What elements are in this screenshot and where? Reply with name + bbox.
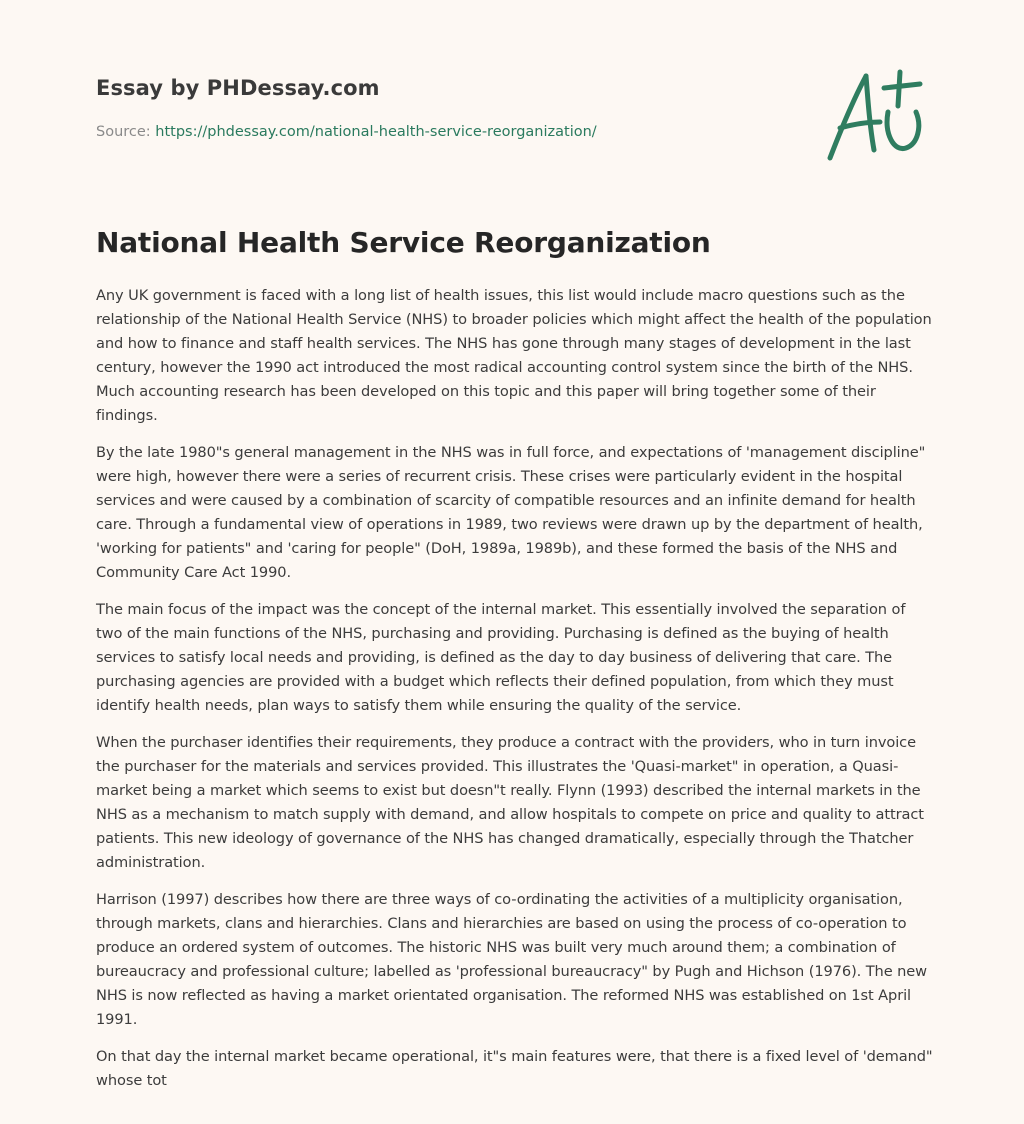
paragraph: When the purchaser identifies their requirements, they produce a contract with the providers, who in turn invoice the purchaser for the materials and services provided. This illustrates the 'Quasi-market" in operation, a Quasi-market being a market which seems to exist but doesn"t really. Flynn (1993) described the internal markets in the NHS as a mechanism to match supply with demand, and allow hospitals to compete on price and quality to attract patients. This new ideology of governance of the NHS has changed dramatically, especially through the Thatcher administration. — [96, 734, 924, 871]
paragraph: On that day the internal market became operational, it"s main features were, that there is a fixed level of 'demand" whose tot — [96, 1048, 933, 1089]
a-plus-logo-icon — [818, 62, 930, 166]
paragraph: Any UK government is faced with a long list of health issues, this list would include macro questions such as the relationship of the National Health Service (NHS) to broader policies which might affect the health of the population and how to finance and staff health services. The NHS has gone through many stages of development in the last century, however the 1990 act introduced the most radical accounting control system since the birth of the NHS. Much accounting research has been developed on this topic and this paper will bring together some of their findings. — [96, 287, 932, 424]
paragraph: The main focus of the impact was the concept of the internal market. This essentially involved the separation of two of the main functions of the NHS, purchasing and providing. Purchasing is defined as the buying of health services to satisfy local needs and providing, is defined as the day to day business of delivering that care. The purchasing agencies are provided with a budget which reflects their defined population, from which they must identify health needs, plan ways to satisfy them while ensuring the quality of the service. — [96, 601, 906, 714]
site-brand: Essay by PHDessay.com — [96, 76, 380, 100]
paragraph: Harrison (1997) describes how there are three ways of co-ordinating the activities of a multiplicity organisation, through markets, clans and hierarchies. Clans and hierarchies are based on using the process of co-operation to produce an ordered system of outcomes. The historic NHS was built very much around them; a combination of bureaucracy and professional culture; labelled as 'professional bureaucracy" by Pugh and Hichson (1976). The new NHS is now reflected as having a market orientated organisation. The reformed NHS was established on 1st April 1991. — [96, 891, 927, 1028]
essay-body — [96, 284, 936, 1106]
page-title: National Health Service Reorganization — [96, 226, 711, 259]
source-label: Source: — [96, 124, 151, 140]
paragraph: By the late 1980"s general management in the NHS was in full force, and expectations of 'management discipline" were high, however there were a series of recurrent crisis. These crises were particularly evident in the hospital services and were caused by a combination of scarcity of compatible resources and an infinite demand for health care. Through a fundamental view of operations in 1989, two reviews were drawn up by the department of health, 'working for patients" and 'caring for people" (DoH, 1989a, 1989b), and these formed the basis of the NHS and Community Care Act 1990. — [96, 444, 926, 581]
source-line — [96, 124, 597, 140]
source-link[interactable]: https://phdessay.com/national-health-service-reorganization/ — [155, 124, 597, 140]
